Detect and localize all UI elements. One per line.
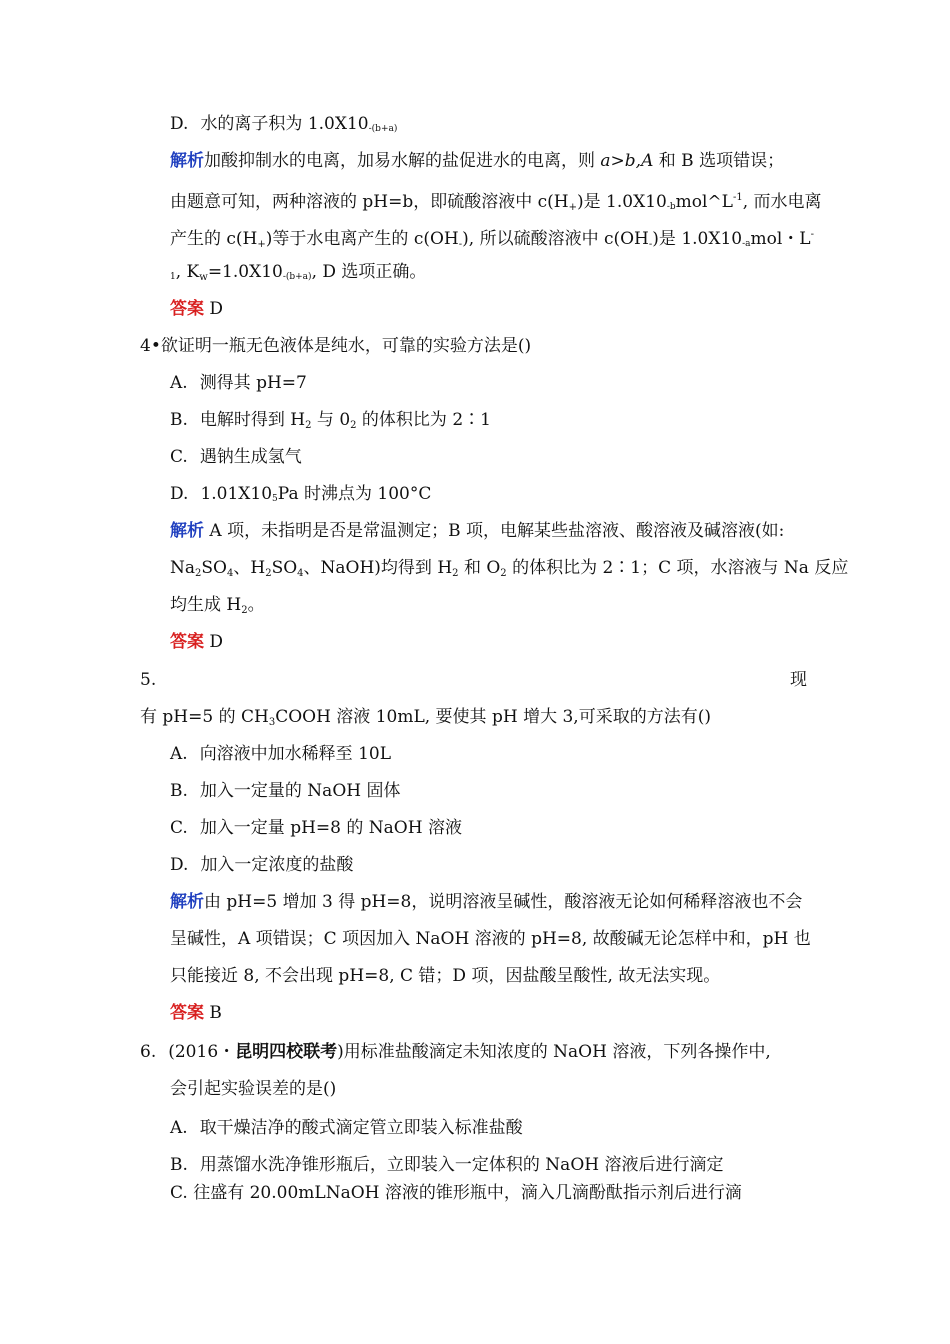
- q6-option-a: A. 取干燥洁净的酸式滴定管立即装入标准盐酸: [170, 1118, 523, 1138]
- q5-option-a: A. 向溶液中加水稀释至 10L: [170, 744, 392, 764]
- q6-stem-line-1: 6. (2016・昆明四校联考)用标准盐酸滴定未知浓度的 NaOH 溶液，下列各操作中,: [140, 1042, 771, 1062]
- answer-label: 答案: [170, 299, 204, 319]
- q6-stem-line-2: 会引起实验误差的是(): [170, 1079, 337, 1099]
- q5-option-c: C. 加入一定量 pH=8 的 NaOH 溶液: [170, 818, 462, 838]
- q4-analysis-line-2: $Na_2SO_4$、$H_2SO_4$、NaOH)均得到 $H_2$ 和 $O_2$ 的体积比为 2∶1；C 项，水溶液与 Na 反应: [170, 558, 849, 579]
- answer-label: 答案: [170, 632, 204, 652]
- q4-analysis-line-3: 均生成 $H_2$。: [170, 595, 265, 616]
- q6-option-b: B. 用蒸馏水洗净锥形瓶后，立即装入一定体积的 NaOH 溶液后进行滴定: [170, 1155, 724, 1175]
- q4-answer: 答案 D: [170, 632, 224, 652]
- q5-stem: 有 pH=5 的 $CH_3COOH$ 溶液 10mL, 要使其 pH 增大 3,可采取的方法有(): [140, 707, 711, 728]
- q3-analysis-line-1: 解析加酸抑制水的电离，加易水解的盐促进水的电离，则 a>b,A 和 B 选项错误；: [170, 151, 785, 171]
- q5-number: 5.: [140, 670, 157, 690]
- q3-analysis-line-4: 1, $K_w=1.0X10-(b+a)$, D 选项正确。: [170, 262, 427, 283]
- q3-analysis-line-2: 由题意可知，两种溶液的 pH=b，即硫酸溶液中 $c(H_+)$是 $1.0X10-bmol\^{}L^{-1}$, 而水电离: [170, 192, 822, 213]
- q5-option-d: D. 加入一定浓度的盐酸: [170, 855, 354, 875]
- q5-analysis-line-3: 只能接近 8, 不会出现 pH=8, C 错；D 项，因盐酸呈酸性, 故无法实现。: [170, 966, 721, 986]
- answer-label: 答案: [170, 1003, 204, 1023]
- q3-analysis-line-3: 产生的 $c(H_+)$等于水电离产生的 $c(OH_-)$, 所以硫酸溶液中 $c(OH_-)$是 1.0X10-amol・L-: [170, 229, 814, 250]
- q3-answer: 答案 D: [170, 299, 224, 319]
- q4-analysis-line-1: 解析 A 项，未指明是否是常温测定；B 项，电解某些盐溶液、酸溶液及碱溶液(如:: [170, 521, 785, 541]
- q4-option-d: D. 1.01X105Pa 时沸点为 100°C: [170, 484, 432, 504]
- q5-option-b: B. 加入一定量的 NaOH 固体: [170, 781, 401, 801]
- q6-option-c: C. 往盛有 20.00mLNaOH 溶液的锥形瓶中，滴入几滴酚酞指示剂后进行滴: [170, 1183, 742, 1203]
- q5-analysis-line-2: 呈碱性，A 项错误；C 项因加入 NaOH 溶液的 pH=8, 故酸碱无论怎样中和，pH 也: [170, 929, 811, 949]
- analysis-label: 解析: [170, 892, 204, 912]
- q4-option-c: C. 遇钠生成氢气: [170, 447, 302, 467]
- analysis-label: 解析: [170, 521, 204, 541]
- q4-option-a: A. 测得其 pH=7: [170, 373, 307, 393]
- q4-option-b: B. 电解时得到 $H_2$ 与 $0_2$ 的体积比为 2∶1: [170, 410, 491, 431]
- q5-answer: 答案 B: [170, 1003, 222, 1023]
- q4-stem: 4•欲证明一瓶无色液体是纯水，可靠的实验方法是(): [140, 336, 532, 356]
- analysis-label: 解析: [170, 151, 204, 171]
- q3-option-d: D. 水的离子积为 1.0X10-(b+a): [170, 114, 398, 134]
- q6-source: 昆明四校联考: [235, 1042, 338, 1062]
- q5-analysis-line-1: 解析由 pH=5 增加 3 得 pH=8，说明溶液呈碱性，酸溶液无论如何稀释溶液也不会: [170, 892, 803, 912]
- q5-stem-right: 现: [790, 670, 807, 690]
